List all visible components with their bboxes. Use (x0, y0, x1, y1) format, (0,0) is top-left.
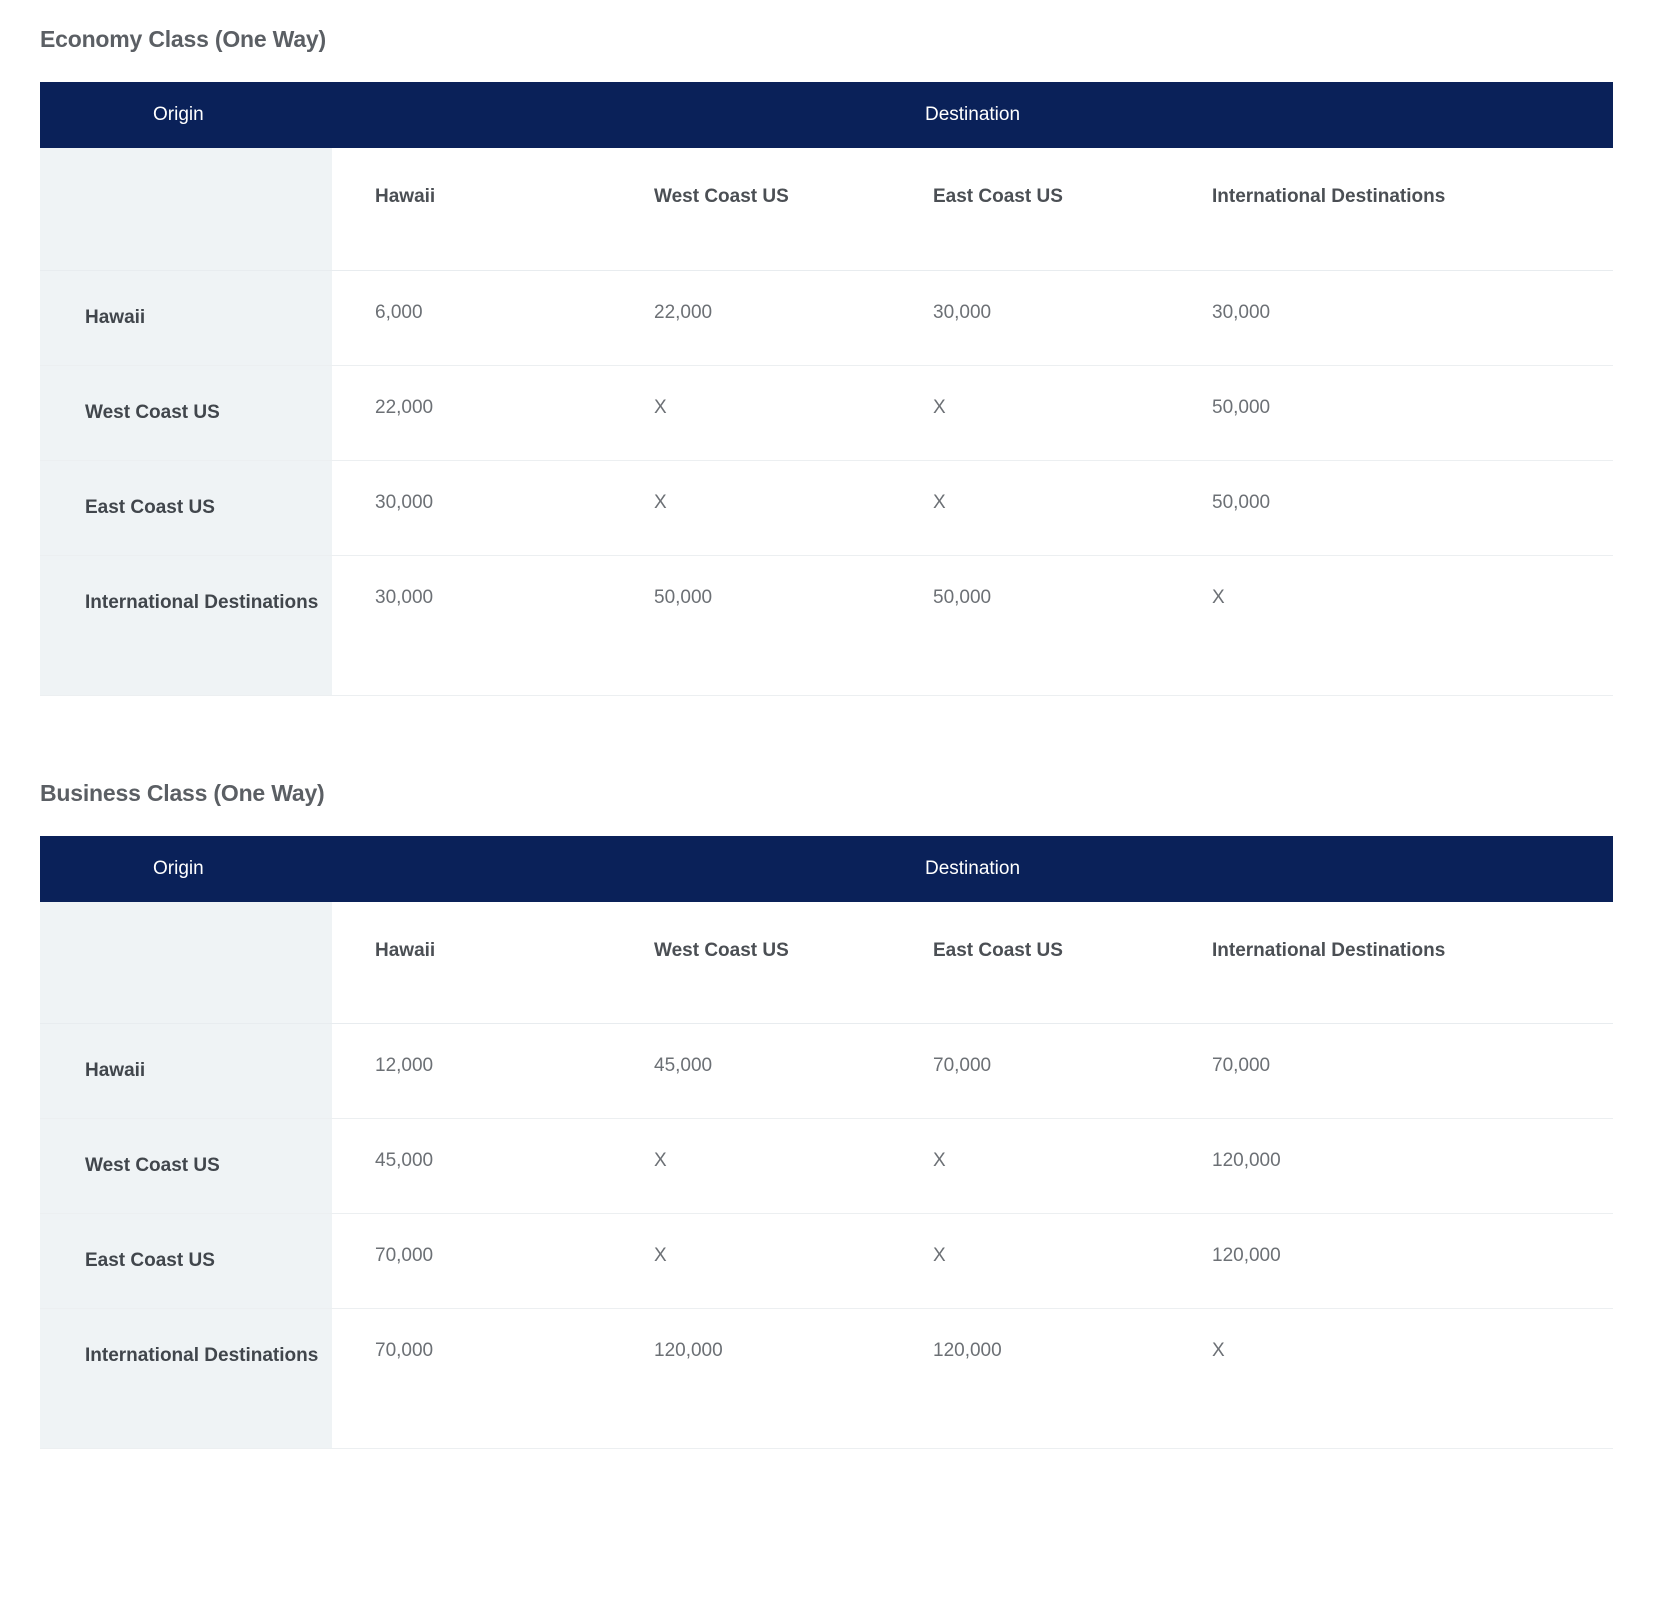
economy-rowhead-international-destinations: International Destinations (40, 555, 332, 695)
business-award-table (40, 836, 1613, 1450)
economy-section-title: Economy Class (One Way) (40, 26, 326, 52)
economy-cell-east-coast-us-hawaii: 30,000 (332, 460, 611, 555)
economy-destination-band-label: Destination (332, 82, 1613, 148)
business-cell-hawaii-west-coast-us: 45,000 (611, 1024, 890, 1119)
table-row (40, 1214, 1613, 1309)
economy-cell-international-east-coast-us: 50,000 (890, 555, 1169, 695)
business-cell-west-coast-us-hawaii: 45,000 (332, 1119, 611, 1214)
business-section-title: Business Class (One Way) (40, 779, 325, 806)
economy-cell-international-west-coast-us: 50,000 (611, 555, 890, 695)
business-rowhead-west-coast-us: West Coast US (40, 1119, 332, 1214)
economy-cell-hawaii-west-coast-us: 22,000 (611, 270, 890, 365)
business-cell-hawaii-hawaii: 12,000 (332, 1024, 611, 1119)
economy-colhead-hawaii: Hawaii (332, 148, 611, 270)
economy-cell-hawaii-east-coast-us: 30,000 (890, 270, 1169, 365)
economy-rowhead-west-coast-us: West Coast US (40, 365, 332, 460)
business-cell-east-coast-us-west-coast-us: X (611, 1214, 890, 1309)
economy-cell-east-coast-us-international: 50,000 (1169, 460, 1613, 555)
table-row (40, 555, 1613, 695)
business-colhead-hawaii: Hawaii (332, 902, 611, 1024)
business-colhead-international-destinations: International Destinations (1169, 902, 1613, 1024)
economy-rowhead-hawaii: Hawaii (40, 270, 332, 365)
business-colhead-east-coast-us: East Coast US (890, 902, 1169, 1024)
table-row (40, 365, 1613, 460)
business-cell-east-coast-us-east-coast-us: X (890, 1214, 1169, 1309)
business-cell-international-hawaii: 70,000 (332, 1309, 611, 1449)
business-column-header-row (40, 902, 1613, 1024)
business-class-section (0, 780, 1676, 1450)
section-spacer (0, 696, 1676, 780)
business-cell-international-west-coast-us: 120,000 (611, 1309, 890, 1449)
economy-cell-east-coast-us-east-coast-us: X (890, 460, 1169, 555)
business-table-band (40, 836, 1613, 902)
business-colhead-west-coast-us: West Coast US (611, 902, 890, 1024)
economy-cell-international-international: X (1169, 555, 1613, 695)
business-cell-west-coast-us-west-coast-us: X (611, 1119, 890, 1214)
business-cell-east-coast-us-hawaii: 70,000 (332, 1214, 611, 1309)
business-rowhead-international-destinations: International Destinations (40, 1309, 332, 1449)
business-corner-cell (40, 902, 332, 1024)
table-row (40, 1024, 1613, 1119)
table-row (40, 1119, 1613, 1214)
business-rowhead-east-coast-us: East Coast US (40, 1214, 332, 1309)
business-destination-band-label: Destination (332, 836, 1613, 902)
economy-colhead-international-destinations: International Destinations (1169, 148, 1613, 270)
economy-colhead-west-coast-us: West Coast US (611, 148, 890, 270)
business-rowhead-hawaii: Hawaii (40, 1024, 332, 1119)
table-row (40, 460, 1613, 555)
table-row (40, 1309, 1613, 1449)
economy-rowhead-east-coast-us: East Coast US (40, 460, 332, 555)
economy-cell-west-coast-us-west-coast-us: X (611, 365, 890, 460)
economy-origin-band-label: Origin (40, 82, 332, 148)
economy-cell-east-coast-us-west-coast-us: X (611, 460, 890, 555)
business-cell-international-east-coast-us: 120,000 (890, 1309, 1169, 1449)
economy-cell-west-coast-us-east-coast-us: X (890, 365, 1169, 460)
business-cell-hawaii-east-coast-us: 70,000 (890, 1024, 1169, 1119)
economy-colhead-east-coast-us: East Coast US (890, 148, 1169, 270)
business-cell-hawaii-international: 70,000 (1169, 1024, 1613, 1119)
table-row (40, 270, 1613, 365)
business-cell-east-coast-us-international: 120,000 (1169, 1214, 1613, 1309)
economy-cell-west-coast-us-hawaii: 22,000 (332, 365, 611, 460)
economy-award-table (40, 82, 1613, 696)
business-origin-band-label: Origin (40, 836, 332, 902)
economy-class-section (0, 26, 1676, 696)
business-cell-west-coast-us-east-coast-us: X (890, 1119, 1169, 1214)
economy-corner-cell (40, 148, 332, 270)
business-cell-international-international: X (1169, 1309, 1613, 1449)
economy-column-header-row (40, 148, 1613, 270)
economy-cell-international-hawaii: 30,000 (332, 555, 611, 695)
economy-cell-hawaii-hawaii: 6,000 (332, 270, 611, 365)
economy-cell-hawaii-international: 30,000 (1169, 270, 1613, 365)
economy-table-band (40, 82, 1613, 148)
economy-cell-west-coast-us-international: 50,000 (1169, 365, 1613, 460)
business-cell-west-coast-us-international: 120,000 (1169, 1119, 1613, 1214)
